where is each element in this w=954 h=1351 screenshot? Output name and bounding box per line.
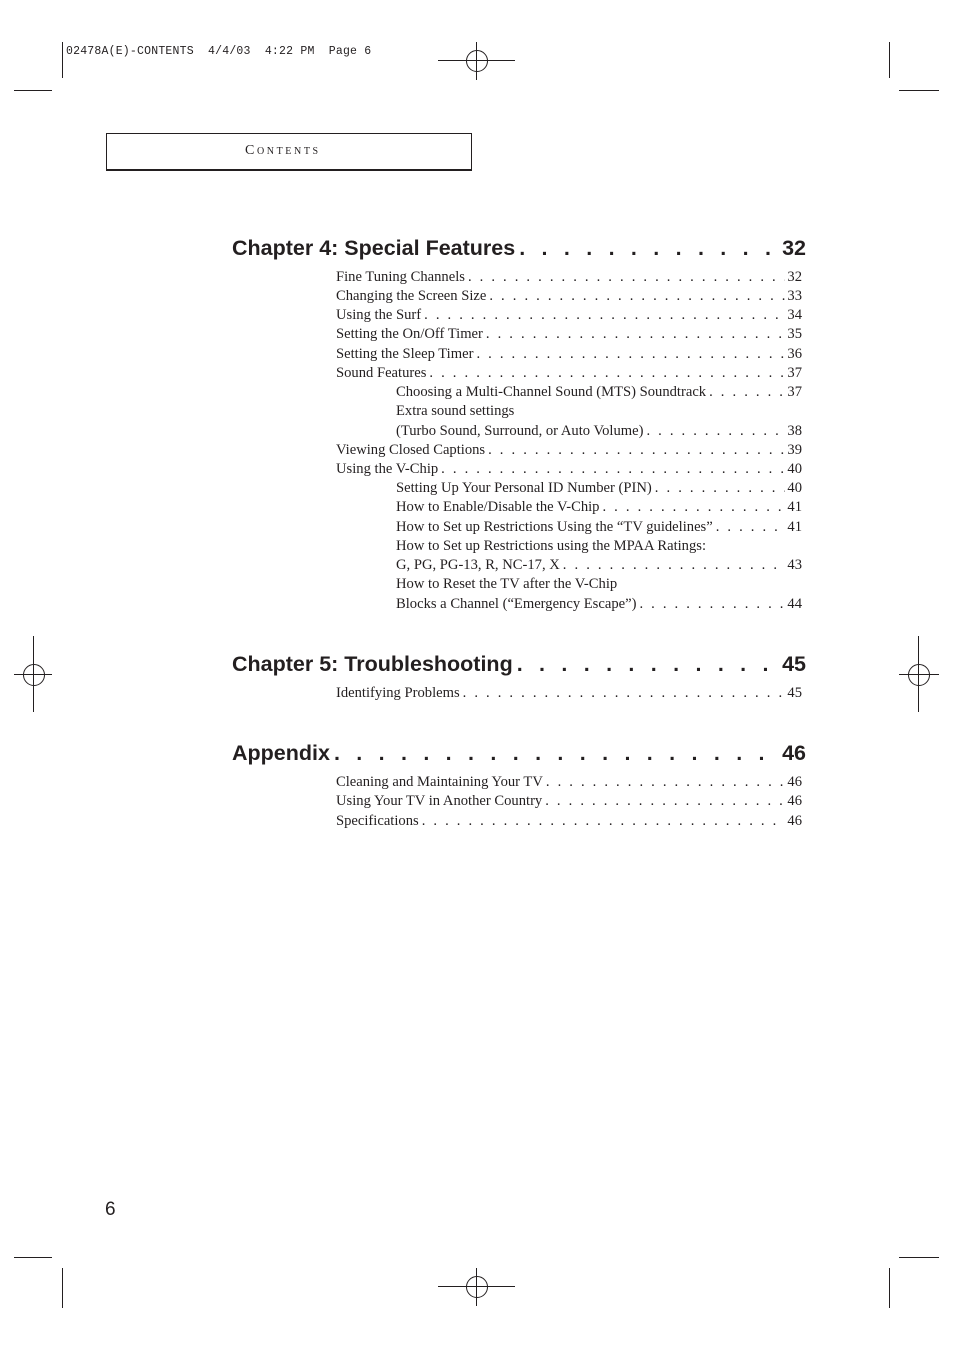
toc-subentry[interactable]	[396, 595, 802, 614]
chapter-heading[interactable]	[232, 236, 806, 266]
toc-entry[interactable]	[336, 812, 802, 831]
toc-entry-label: Using the V-Chip	[336, 461, 439, 477]
toc-entry[interactable]	[336, 306, 802, 325]
crop-mark	[14, 1257, 52, 1258]
dot-leader	[460, 684, 786, 703]
crop-mark	[62, 42, 63, 78]
chapter-heading[interactable]	[232, 652, 806, 682]
dot-leader	[513, 652, 778, 677]
crop-mark	[62, 1268, 63, 1308]
chapter-title: Chapter 5: Troubleshooting	[232, 652, 513, 676]
toc-entry[interactable]	[336, 792, 802, 811]
dot-leader	[330, 741, 778, 766]
toc-entry-label: Setting the On/Off Timer	[336, 326, 483, 342]
toc-entry[interactable]	[336, 325, 802, 344]
toc-entry-label: Sound Features	[336, 365, 427, 381]
chapter-title: Chapter 4: Special Features	[232, 236, 516, 260]
toc-entry[interactable]	[336, 268, 802, 287]
dot-leader	[419, 812, 786, 831]
toc-subentry[interactable]	[396, 479, 802, 498]
registration-target-icon	[23, 664, 45, 686]
toc-entry-page: 46	[787, 774, 802, 790]
toc-entry-page: 32	[787, 269, 802, 285]
registration-target-icon	[466, 50, 488, 72]
toc-entry-page: 43	[787, 557, 802, 573]
toc-entry-label: Extra sound settings	[396, 403, 515, 419]
toc-entry-page: 34	[787, 307, 802, 323]
dot-leader	[599, 498, 785, 517]
toc-subentry[interactable]	[396, 383, 802, 402]
toc-entry-page: 35	[787, 326, 802, 342]
toc-entry[interactable]	[336, 345, 802, 364]
toc-entry[interactable]	[336, 773, 802, 792]
dot-leader	[486, 287, 785, 306]
toc-entry-label: Identifying Problems	[336, 685, 460, 701]
dot-leader	[560, 556, 786, 575]
toc-subentry[interactable]	[396, 402, 802, 421]
toc-entry[interactable]	[336, 684, 802, 703]
toc-entry-label: How to Enable/Disable the V-Chip	[396, 499, 600, 515]
toc-entry-label: Specifications	[336, 813, 419, 829]
toc-entry-label: Viewing Closed Captions	[336, 442, 486, 458]
dot-leader	[438, 460, 785, 479]
dot-leader	[652, 479, 786, 498]
toc-entry-label: Choosing a Multi-Channel Sound (MTS) Soundtrack	[396, 384, 707, 400]
toc-entry-page: 46	[787, 793, 802, 809]
toc-entry-page: 41	[787, 519, 802, 535]
chapter-heading[interactable]	[232, 741, 806, 771]
toc-entry-page: 39	[787, 442, 802, 458]
contents-header-box	[106, 133, 472, 171]
dot-leader	[473, 345, 785, 364]
crop-mark	[899, 90, 939, 91]
toc-entry-page: 36	[787, 346, 802, 362]
dot-leader	[543, 773, 786, 792]
crop-mark	[889, 42, 890, 78]
chapter-title: Appendix	[232, 741, 330, 765]
toc-entry-page: 33	[787, 288, 802, 304]
toc-entry-label: Cleaning and Maintaining Your TV	[336, 774, 543, 790]
toc-entry-page: 40	[787, 480, 802, 496]
page-number: 6	[105, 1199, 116, 1220]
toc-entry-page: 37	[787, 365, 802, 381]
toc-entry-page: 37	[787, 384, 802, 400]
toc-entry-label: Setting Up Your Personal ID Number (PIN)	[396, 480, 652, 496]
toc-subentry[interactable]	[396, 422, 802, 441]
toc-entry-label: Fine Tuning Channels	[336, 269, 465, 285]
toc-subentry[interactable]	[396, 518, 802, 537]
toc-entry[interactable]	[336, 441, 802, 460]
toc-entry-label: Changing the Screen Size	[336, 288, 487, 304]
dot-leader	[542, 792, 785, 811]
toc-entry-label: Blocks a Channel (“Emergency Escape”)	[396, 596, 637, 612]
toc-entry-page: 40	[787, 461, 802, 477]
registration-target-icon	[908, 664, 930, 686]
toc-entry-label: How to Set up Restrictions Using the “TV guidelines”	[396, 519, 713, 535]
toc-entry-label: Using the Surf	[336, 307, 422, 323]
dot-leader	[426, 364, 785, 383]
toc-entry[interactable]	[336, 364, 802, 383]
crop-mark	[14, 90, 52, 91]
toc-entry-label: Using Your TV in Another Country	[336, 793, 543, 809]
toc-entry-label: How to Reset the TV after the V-Chip	[396, 576, 618, 592]
chapter-page: 46	[782, 741, 806, 765]
toc-subentry[interactable]	[396, 537, 802, 556]
toc-entry[interactable]	[336, 287, 802, 306]
dot-leader	[515, 236, 778, 261]
dot-leader	[465, 268, 785, 287]
crop-mark	[889, 1268, 890, 1308]
dot-leader	[706, 383, 785, 402]
contents-header-label: Contents	[245, 143, 321, 158]
crop-mark	[899, 1257, 939, 1258]
printer-slug: 02478A(E)-CONTENTS 4/4/03 4:22 PM Page 6	[66, 45, 372, 58]
toc-entry[interactable]	[336, 460, 802, 479]
toc-entry-page: 41	[787, 499, 802, 515]
dot-leader	[485, 441, 785, 460]
dot-leader	[483, 325, 786, 344]
toc-subentry[interactable]	[396, 556, 802, 575]
toc-entry-page: 46	[787, 813, 802, 829]
chapter-page: 45	[782, 652, 806, 676]
toc-subentry[interactable]	[396, 575, 802, 594]
toc-entry-page: 44	[787, 596, 802, 612]
dot-leader	[713, 518, 786, 537]
toc-subentry[interactable]	[396, 498, 802, 517]
toc-entry-page: 38	[787, 423, 802, 439]
toc-entry-page: 45	[787, 685, 802, 701]
toc-entry-label: Setting the Sleep Timer	[336, 346, 474, 362]
toc-entry-label: (Turbo Sound, Surround, or Auto Volume)	[396, 423, 644, 439]
chapter-page: 32	[782, 236, 806, 260]
toc-entry-label: How to Set up Restrictions using the MPAA Ratings:	[396, 538, 707, 554]
dot-leader	[421, 306, 785, 325]
registration-target-icon	[466, 1276, 488, 1298]
toc-entry-label: G, PG, PG-13, R, NC-17, X	[396, 557, 560, 573]
dot-leader	[636, 595, 785, 614]
dot-leader	[643, 422, 785, 441]
